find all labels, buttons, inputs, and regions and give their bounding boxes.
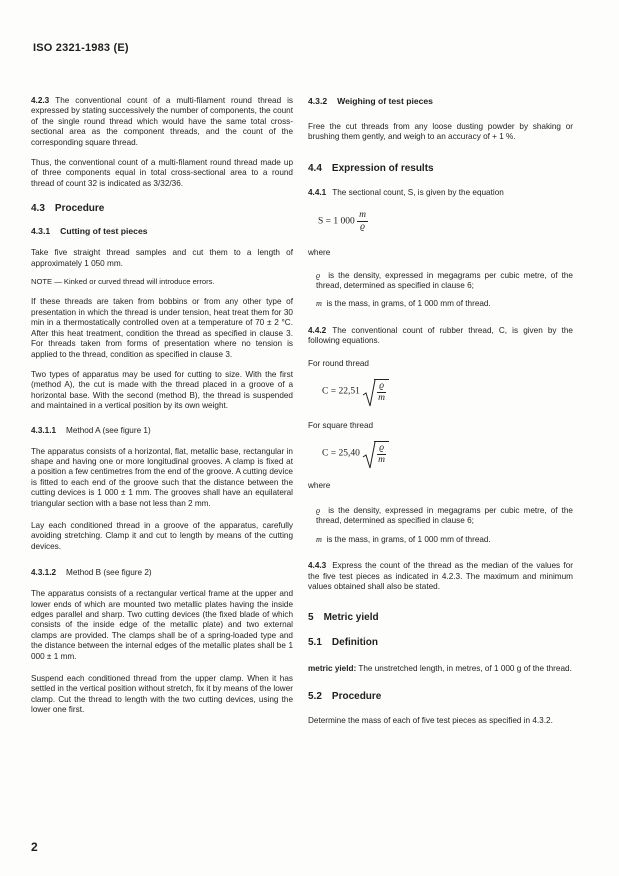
section-heading-4-4: 4.4 Expression of results xyxy=(308,162,434,174)
definition-item: ϱ is the density, expressed in megagrams per cubic metre, of the thread, determined as specified in clause 6; xyxy=(316,270,573,291)
subsection-heading-4-3-2: 4.3.2 Weighing of test pieces xyxy=(308,96,433,106)
paragraph: Two types of apparatus may be used for cutting to size. With the first (method A), the cut is made with the thread placed in a groove of a horizontal base. With the second (method B), the thread is suspended and maintained in a vertical position by its own weight. xyxy=(31,369,293,411)
paragraph: Lay each conditioned thread in a groove of the apparatus, carefully avoiding stretching. Clamp it and cut to length by means of the cutting devices. xyxy=(31,520,293,551)
section-heading-5: 5 Metric yield xyxy=(308,612,379,624)
definition-metric-yield: metric yield: The unstretched length, in metres, of 1 000 g of the thread. xyxy=(308,664,572,674)
paragraph-4-4-2: 4.4.2 The conventional count of rubber thread, C, is given by the following equations. xyxy=(308,325,573,346)
definition-item: m is the mass, in grams, of 1 000 mm of thread. xyxy=(316,299,491,309)
paragraph-4-4-3: 4.4.3 Express the count of the thread as the median of the values for the five test pieces as indicated in 4.2.3. The maximum and minimum values obtained shall also be stated. xyxy=(308,561,573,591)
right-column xyxy=(308,96,573,726)
section-heading-5-2: 5.2 Procedure xyxy=(308,690,382,702)
fraction: $\frac{m}{ϱ}$ xyxy=(359,210,367,233)
subsection-heading-4-3-1-1: 4.3.1.1 Method A (see figure 1) xyxy=(31,425,151,435)
square-thread-label: For square thread xyxy=(308,421,374,431)
square-root: $\frac{ϱ}{m}$ xyxy=(362,441,389,466)
equation-sectional-count: S = 1 000 $\frac{m}{ϱ}$ xyxy=(318,210,367,233)
subsection-heading-4-3-1: 4.3.1 Cutting of test pieces xyxy=(31,226,148,237)
definition-item: ϱ is the density, expressed in megagrams per cubic metre, of the thread, determined as specified in clause 6; xyxy=(316,505,573,526)
equation-square-thread: C = 25,40 $\frac{ϱ}{m}$ xyxy=(322,441,573,471)
section-heading-5-1: 5.1 Definition xyxy=(308,637,379,649)
paragraph-4-4-1: 4.4.1 The sectional count, S, is given by the equation xyxy=(308,187,504,197)
where-label: where xyxy=(308,248,331,258)
subsection-heading-4-3-1-2: 4.3.1.2 Method B (see figure 2) xyxy=(31,568,152,578)
where-label: where xyxy=(308,481,331,491)
definition-list xyxy=(308,271,573,310)
paragraph: Suspend each conditioned thread from the upper clamp. When it has settled in the vertical position without stretch, fix it by means of the lower clamp. Cut the thread to length with the two cutting devices, using the lower one first. xyxy=(31,674,293,715)
paragraph: The apparatus consists of a horizontal, flat, metallic base, rectangular in shape and having one or more longitudinal grooves. A clamp is fixed at a position a few centimetres from the end of the groove. A cutting device is fitted to each end of the groove such that the distance between the cutting devices is 1 000 ± 1 mm. The grooves shall have an equilateral triangular section with a base not less than 2 mm. xyxy=(31,446,293,508)
note: NOTE — Kinked or curved thread will introduce errors. xyxy=(31,277,215,287)
paragraph: Determine the mass of each of five test pieces as specified in 4.3.2. xyxy=(308,715,553,725)
left-column xyxy=(31,96,293,716)
definition-item: m is the mass, in grams, of 1 000 mm of thread. xyxy=(316,534,491,544)
section-heading-4-3: 4.3 Procedure xyxy=(31,203,105,215)
square-root: $\frac{ϱ}{m}$ xyxy=(362,379,389,404)
paragraph: Take five straight thread samples and cut them to a length of approximately 1 050 mm. xyxy=(31,248,293,268)
paragraph: If these threads are taken from bobbins or from any other type of presentation in which the thread is under tension, heat treat them for 30 min in a thermostatically controlled oven at a temperature of 70 ± 2 °C. After this heat treatment, condition the thread as specified in clause 3. For threads taken from forms of presentation where no tension is applied to the thread, condition as specified in clause 3. xyxy=(31,297,293,359)
paragraph: Free the cut threads from any loose dusting powder by shaking or brushing them gently, and weigh to an accuracy of + 1 %. xyxy=(308,122,573,142)
round-thread-label: For round thread xyxy=(308,358,369,368)
paragraph: The apparatus consists of a rectangular vertical frame at the upper and lower ends of which are mounted two metallic plates having the inside edges parallel and sharp. Two cutting devices (the fixed blade of which consists of the inside edge of the metallic plate) and two external clamps are provided. The clamps shall be of a spring-loaded type and the distance between the internal edges of the metallic plates shall be 1 000 ± 1 mm. xyxy=(31,589,293,661)
page-number: 2 xyxy=(31,840,38,854)
paragraph-4-2-3: 4.2.3 The conventional count of a multi-filament round thread is expressed by stating successively the number of components, the count of the single round thread which would have the same total cross-sectional area as the component threads, and the count of the corresponding square thread. xyxy=(31,96,293,147)
equation-round-thread: C = 22,51 $\frac{ϱ}{m}$ xyxy=(322,379,573,409)
definition-list xyxy=(308,506,573,545)
document-header: ISO 2321-1983 (E) xyxy=(33,42,129,54)
paragraph: Thus, the conventional count of a multi-filament round thread made up of three components equal in total cross-sectional area to a round thread of count 32 is indicated as 3/32/36. xyxy=(31,158,293,188)
